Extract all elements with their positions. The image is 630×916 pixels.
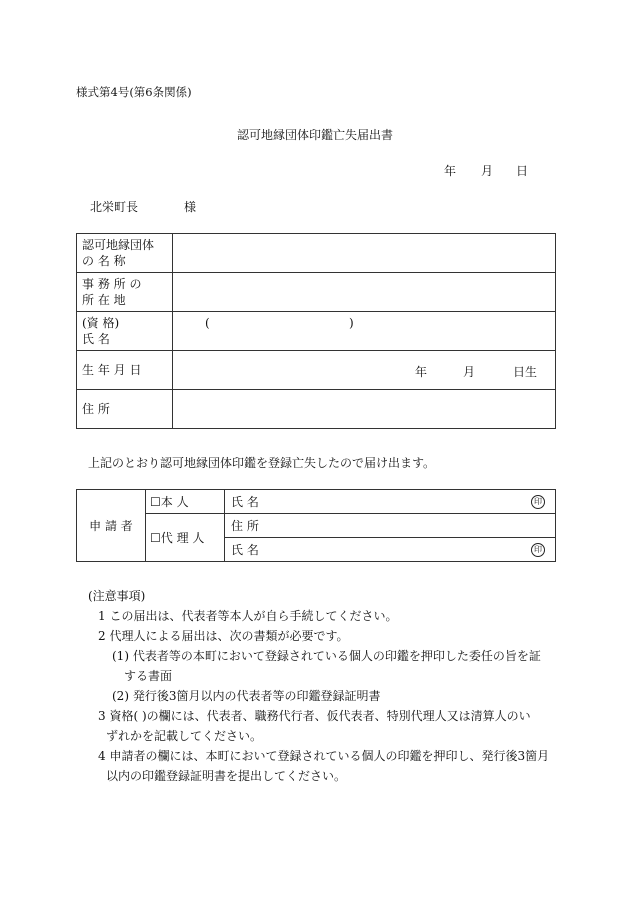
address-field[interactable]	[173, 390, 556, 429]
proxy-address-label: 住 所	[231, 519, 259, 533]
birth-year-label: 年	[415, 365, 428, 379]
qualification-paren-open: (	[205, 316, 210, 330]
addressee-name: 北栄町長	[90, 200, 139, 214]
office-label-line1: 事 務 所 の	[82, 277, 142, 291]
note-line: (1) 代表者等の本町において登録されている個人の印鑑を押印した委任の旨を証	[112, 649, 541, 663]
address-label: 住 所	[77, 390, 173, 429]
note-line: 1 この届出は、代表者等本人が自ら手続してください。	[98, 609, 398, 623]
self-name-field[interactable]	[225, 490, 556, 514]
seal-mark-self: 印	[531, 495, 545, 509]
document-title: 認可地縁団体印鑑亡失届出書	[236, 128, 393, 142]
note-line: する書面	[124, 669, 173, 683]
qualification-name-label	[77, 312, 173, 351]
office-address-field[interactable]	[173, 273, 556, 312]
birthdate-field[interactable]	[173, 351, 556, 390]
proxy-name-label: 氏 名	[231, 543, 259, 557]
qualification-name-field[interactable]	[173, 312, 556, 351]
note-line: 以内の印鑑登録証明書を提出してください。	[106, 769, 347, 783]
note-line: 3 資格( )の欄には、代表者、職務代行者、仮代表者、特別代理人又は清算人のい	[98, 709, 531, 723]
note-line: 2 代理人による届出は、次の書類が必要です。	[98, 629, 349, 643]
date-month-label: 月	[481, 164, 494, 178]
qualification-paren-close: )	[349, 316, 354, 330]
self-option-checkbox[interactable]: ☐本 人	[146, 490, 225, 514]
birth-day-label: 日生	[513, 365, 538, 379]
representative-name-label: 氏 名	[82, 332, 110, 346]
applicant-table	[76, 489, 556, 562]
date-day-label: 日	[516, 164, 529, 178]
addressee-honorific: 様	[184, 200, 197, 214]
proxy-address-field[interactable]	[225, 514, 556, 538]
main-info-table	[76, 233, 556, 429]
office-label-line2: 所 在 地	[82, 293, 126, 307]
self-name-label: 氏 名	[231, 495, 259, 509]
qualification-label: (資 格)	[82, 316, 120, 330]
office-label	[77, 273, 173, 312]
note-line: ずれかを記載してください。	[106, 729, 263, 743]
notes-heading: (注意事項)	[88, 589, 146, 603]
note-line: 4 申請者の欄には、本町において登録されている個人の印鑑を押印し、発行後3箇月	[98, 749, 550, 763]
org-name-field[interactable]	[173, 234, 556, 273]
proxy-option-checkbox[interactable]: ☐代 理 人	[146, 514, 225, 562]
form-number: 様式第4号(第6条関係)	[76, 85, 192, 99]
declaration-statement: 上記のとおり認可地縁団体印鑑を登録亡失したので届け出ます。	[88, 456, 436, 470]
proxy-name-field[interactable]	[225, 538, 556, 562]
note-line: (2) 発行後3箇月以内の代表者等の印鑑登録証明書	[112, 689, 381, 703]
birthdate-label: 生 年 月 日	[77, 351, 173, 390]
org-name-label-line2: の 名 称	[82, 254, 126, 268]
addressee	[90, 198, 197, 215]
notes-section	[88, 586, 549, 786]
applicant-label: 申 請 者	[77, 490, 146, 562]
date-year-label: 年	[444, 164, 457, 178]
seal-mark-proxy: 印	[531, 543, 545, 557]
birth-month-label: 月	[463, 365, 476, 379]
org-name-label	[77, 234, 173, 273]
org-name-label-line1: 認可地縁団体	[82, 238, 155, 252]
